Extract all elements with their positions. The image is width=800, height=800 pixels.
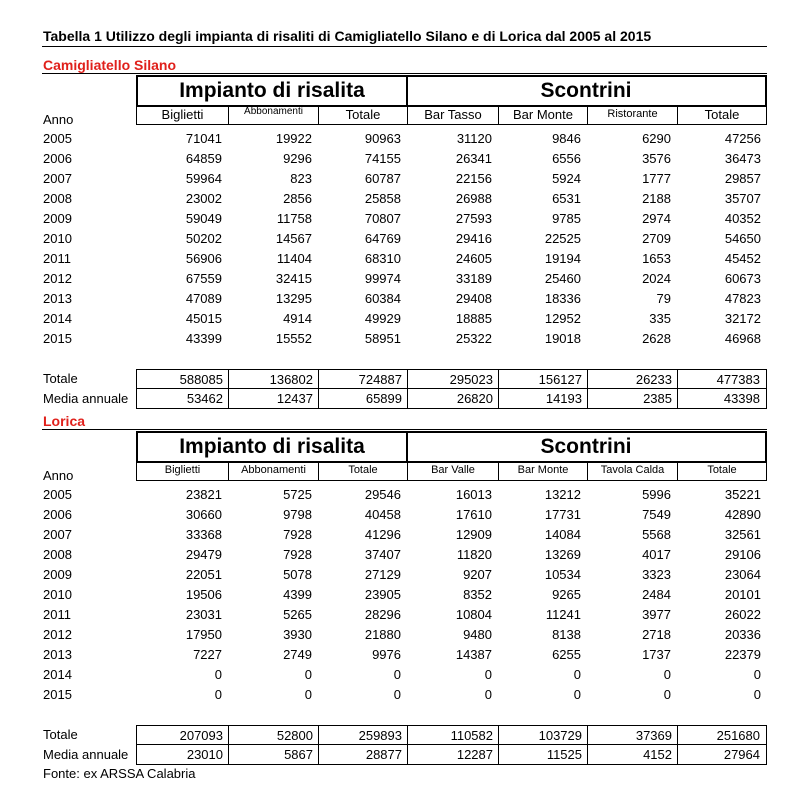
cell-value: 13269 xyxy=(544,547,581,562)
cell-value: 8352 xyxy=(463,587,492,602)
table-row xyxy=(40,249,770,269)
cell-value: 27593 xyxy=(455,211,492,226)
cell-value: 3323 xyxy=(642,567,671,582)
cell-value: 5568 xyxy=(642,527,671,542)
column-header: Ristorante xyxy=(587,107,677,125)
cell-value: 0 xyxy=(214,667,222,682)
table-row xyxy=(40,665,770,685)
cell-value: 9480 xyxy=(463,627,492,642)
mean-value: 53462 xyxy=(136,389,229,409)
cell-value: 6531 xyxy=(552,191,581,206)
row-year: 2006 xyxy=(43,151,72,166)
mean-value: 12287 xyxy=(407,745,499,765)
cell-value: 29416 xyxy=(455,231,492,246)
total-value: 103729 xyxy=(498,725,588,745)
mean-value: 12437 xyxy=(228,389,319,409)
table-row xyxy=(40,625,770,645)
cell-value: 10534 xyxy=(544,567,581,582)
totals-label: Totale xyxy=(43,727,78,742)
column-header: Bar Monte xyxy=(498,107,587,125)
cell-value: 54650 xyxy=(724,231,761,246)
cell-value: 3576 xyxy=(642,151,671,166)
table-row xyxy=(40,505,770,525)
row-year: 2007 xyxy=(43,527,72,542)
cell-value: 42890 xyxy=(724,507,761,522)
cell-value: 0 xyxy=(214,687,222,702)
mean-label: Media annuale xyxy=(43,391,129,406)
cell-value: 4399 xyxy=(283,587,312,602)
cell-value: 1737 xyxy=(642,647,671,662)
cell-value: 50202 xyxy=(185,231,222,246)
total-value: 207093 xyxy=(136,725,229,745)
cell-value: 59964 xyxy=(185,171,222,186)
cell-value: 60384 xyxy=(364,291,401,306)
year-header: Anno xyxy=(43,468,74,483)
cell-value: 0 xyxy=(573,687,581,702)
cell-value: 9976 xyxy=(372,647,401,662)
cell-value: 0 xyxy=(304,667,312,682)
column-header: Bar Tasso xyxy=(407,107,498,125)
cell-value: 29546 xyxy=(364,487,401,502)
cell-value: 4914 xyxy=(283,311,312,326)
cell-value: 2974 xyxy=(642,211,671,226)
cell-value: 1777 xyxy=(642,171,671,186)
cell-value: 10804 xyxy=(455,607,492,622)
mean-value: 23010 xyxy=(136,745,229,765)
cell-value: 5078 xyxy=(283,567,312,582)
cell-value: 17610 xyxy=(455,507,492,522)
mean-value: 4152 xyxy=(587,745,678,765)
cell-value: 14567 xyxy=(275,231,312,246)
row-year: 2011 xyxy=(43,251,71,266)
mean-value: 43398 xyxy=(677,389,767,409)
cell-value: 56906 xyxy=(185,251,222,266)
cell-value: 32172 xyxy=(724,311,761,326)
cell-value: 29479 xyxy=(185,547,222,562)
cell-value: 58951 xyxy=(364,331,401,346)
cell-value: 26988 xyxy=(455,191,492,206)
cell-value: 16013 xyxy=(455,487,492,502)
cell-value: 33189 xyxy=(455,271,492,286)
table-row xyxy=(40,189,770,209)
mean-row xyxy=(40,745,770,765)
row-year: 2015 xyxy=(43,687,72,702)
cell-value: 45452 xyxy=(724,251,761,266)
table-row xyxy=(40,209,770,229)
cell-value: 9296 xyxy=(283,151,312,166)
mean-value: 27964 xyxy=(677,745,767,765)
cell-value: 49929 xyxy=(364,311,401,326)
cell-value: 3977 xyxy=(642,607,671,622)
cell-value: 5924 xyxy=(552,171,581,186)
cell-value: 32561 xyxy=(724,527,761,542)
cell-value: 35221 xyxy=(724,487,761,502)
cell-value: 40458 xyxy=(364,507,401,522)
cell-value: 0 xyxy=(663,667,671,682)
year-header: Anno xyxy=(43,112,74,127)
mean-label: Media annuale xyxy=(43,747,129,762)
cell-value: 0 xyxy=(393,687,401,702)
cell-value: 21880 xyxy=(364,627,401,642)
cell-value: 6290 xyxy=(642,131,671,146)
mean-row xyxy=(40,389,770,409)
column-header: Totale xyxy=(677,107,767,125)
cell-value: 68310 xyxy=(364,251,401,266)
cell-value: 33368 xyxy=(185,527,222,542)
section-rule xyxy=(42,73,767,74)
cell-value: 59049 xyxy=(185,211,222,226)
title-rule xyxy=(42,46,767,47)
cell-value: 41296 xyxy=(364,527,401,542)
cell-value: 19018 xyxy=(544,331,581,346)
mean-value: 28877 xyxy=(318,745,408,765)
cell-value: 64859 xyxy=(185,151,222,166)
cell-value: 47089 xyxy=(185,291,222,306)
cell-value: 6255 xyxy=(552,647,581,662)
table-row xyxy=(40,149,770,169)
cell-value: 17950 xyxy=(185,627,222,642)
row-year: 2006 xyxy=(43,507,72,522)
column-header-row xyxy=(40,107,770,125)
mean-value: 65899 xyxy=(318,389,408,409)
mean-value: 26820 xyxy=(407,389,499,409)
cell-value: 0 xyxy=(304,687,312,702)
cell-value: 23821 xyxy=(185,487,222,502)
row-year: 2011 xyxy=(43,607,71,622)
table-row xyxy=(40,605,770,625)
cell-value: 9265 xyxy=(552,587,581,602)
cell-value: 64769 xyxy=(364,231,401,246)
cell-value: 7928 xyxy=(283,547,312,562)
row-year: 2010 xyxy=(43,231,72,246)
cell-value: 25460 xyxy=(544,271,581,286)
column-header: Abbonamenti xyxy=(228,107,318,125)
cell-value: 7928 xyxy=(283,527,312,542)
row-year: 2013 xyxy=(43,647,72,662)
cell-value: 47823 xyxy=(724,291,761,306)
table-row xyxy=(40,309,770,329)
total-value: 110582 xyxy=(407,725,499,745)
cell-value: 823 xyxy=(290,171,312,186)
table-row xyxy=(40,169,770,189)
row-year: 2005 xyxy=(43,131,72,146)
cell-value: 30660 xyxy=(185,507,222,522)
source-note: Fonte: ex ARSSA Calabria xyxy=(43,766,196,781)
cell-value: 25322 xyxy=(455,331,492,346)
cell-value: 22156 xyxy=(455,171,492,186)
mean-value: 14193 xyxy=(498,389,588,409)
cell-value: 45015 xyxy=(185,311,222,326)
column-header: Bar Valle xyxy=(407,463,498,481)
cell-value: 43399 xyxy=(185,331,222,346)
row-year: 2008 xyxy=(43,547,72,562)
cell-value: 5725 xyxy=(283,487,312,502)
cell-value: 90963 xyxy=(364,131,401,146)
cell-value: 11820 xyxy=(456,547,492,562)
cell-value: 26341 xyxy=(455,151,492,166)
row-year: 2013 xyxy=(43,291,72,306)
cell-value: 0 xyxy=(753,667,761,682)
cell-value: 2718 xyxy=(642,627,671,642)
cell-value: 11404 xyxy=(276,251,312,266)
row-year: 2009 xyxy=(43,567,72,582)
cell-value: 0 xyxy=(393,667,401,682)
cell-value: 37407 xyxy=(364,547,401,562)
cell-value: 4017 xyxy=(642,547,671,562)
totals-row xyxy=(40,369,770,389)
total-value: 724887 xyxy=(318,369,408,389)
cell-value: 12909 xyxy=(455,527,492,542)
column-header: Biglietti xyxy=(136,107,228,125)
total-value: 588085 xyxy=(136,369,229,389)
cell-value: 22051 xyxy=(185,567,222,582)
group-header-impianto: Impianto di risalita xyxy=(136,75,408,107)
column-header: Abbonamenti xyxy=(228,463,318,481)
cell-value: 5996 xyxy=(642,487,671,502)
cell-value: 11758 xyxy=(276,211,312,226)
cell-value: 0 xyxy=(573,667,581,682)
cell-value: 79 xyxy=(656,291,671,306)
column-header: Bar Monte xyxy=(498,463,587,481)
group-header-scontrini: Scontrini xyxy=(407,75,767,107)
cell-value: 60787 xyxy=(364,171,401,186)
cell-value: 2856 xyxy=(283,191,312,206)
column-header: Totale xyxy=(677,463,767,481)
cell-value: 18885 xyxy=(455,311,492,326)
section-lorica xyxy=(40,411,770,761)
cell-value: 29106 xyxy=(724,547,761,562)
cell-value: 36473 xyxy=(724,151,761,166)
cell-value: 29408 xyxy=(455,291,492,306)
cell-value: 7227 xyxy=(193,647,222,662)
cell-value: 19506 xyxy=(185,587,222,602)
cell-value: 9798 xyxy=(283,507,312,522)
row-year: 2014 xyxy=(43,667,72,682)
cell-value: 9785 xyxy=(552,211,581,226)
row-year: 2007 xyxy=(43,171,72,186)
column-header: Tavola Calda xyxy=(587,463,677,481)
cell-value: 23002 xyxy=(185,191,222,206)
cell-value: 32415 xyxy=(275,271,312,286)
cell-value: 26022 xyxy=(724,607,761,622)
cell-value: 24605 xyxy=(455,251,492,266)
cell-value: 2749 xyxy=(283,647,312,662)
section-camigliatello xyxy=(40,55,770,405)
table-row xyxy=(40,545,770,565)
mean-value: 2385 xyxy=(587,389,678,409)
cell-value: 335 xyxy=(649,311,671,326)
table-row xyxy=(40,289,770,309)
cell-value: 1653 xyxy=(642,251,671,266)
row-year: 2008 xyxy=(43,191,72,206)
table-row xyxy=(40,525,770,545)
cell-value: 28296 xyxy=(364,607,401,622)
cell-value: 7549 xyxy=(642,507,671,522)
cell-value: 67559 xyxy=(185,271,222,286)
group-header-scontrini: Scontrini xyxy=(407,431,767,463)
cell-value: 18336 xyxy=(544,291,581,306)
table-row xyxy=(40,329,770,349)
table-row xyxy=(40,645,770,665)
total-value: 477383 xyxy=(677,369,767,389)
table-row xyxy=(40,585,770,605)
section-rule xyxy=(42,429,767,430)
cell-value: 20101 xyxy=(724,587,761,602)
cell-value: 13295 xyxy=(275,291,312,306)
total-value: 26233 xyxy=(587,369,678,389)
table-title: Tabella 1 Utilizzo degli impianta di risaliti di Camigliatello Silano e di Lorica dal 2005 al 2015 xyxy=(43,28,652,44)
section-label: Lorica xyxy=(43,413,86,429)
total-value: 52800 xyxy=(228,725,319,745)
table-row xyxy=(40,269,770,289)
cell-value: 20336 xyxy=(724,627,761,642)
cell-value: 19922 xyxy=(275,131,312,146)
total-value: 251680 xyxy=(677,725,767,745)
cell-value: 47256 xyxy=(724,131,761,146)
column-header: Totale xyxy=(318,107,407,125)
cell-value: 13212 xyxy=(544,487,581,502)
column-header: Totale xyxy=(318,463,407,481)
cell-value: 2484 xyxy=(642,587,671,602)
row-year: 2009 xyxy=(43,211,72,226)
cell-value: 3930 xyxy=(283,627,312,642)
cell-value: 14084 xyxy=(544,527,581,542)
cell-value: 27129 xyxy=(364,567,401,582)
cell-value: 71041 xyxy=(185,131,222,146)
mean-value: 11525 xyxy=(498,745,588,765)
cell-value: 8138 xyxy=(552,627,581,642)
row-year: 2005 xyxy=(43,487,72,502)
cell-value: 2188 xyxy=(642,191,671,206)
total-value: 37369 xyxy=(587,725,678,745)
table-row xyxy=(40,129,770,149)
cell-value: 6556 xyxy=(552,151,581,166)
table-row xyxy=(40,485,770,505)
cell-value: 2628 xyxy=(642,331,671,346)
cell-value: 46968 xyxy=(724,331,761,346)
cell-value: 35707 xyxy=(724,191,761,206)
mean-value: 5867 xyxy=(228,745,319,765)
totals-row xyxy=(40,725,770,745)
cell-value: 0 xyxy=(484,667,492,682)
cell-value: 9207 xyxy=(463,567,492,582)
cell-value: 9846 xyxy=(552,131,581,146)
table-row xyxy=(40,565,770,585)
cell-value: 12952 xyxy=(544,311,581,326)
cell-value: 31120 xyxy=(456,131,492,146)
cell-value: 15552 xyxy=(275,331,312,346)
total-value: 259893 xyxy=(318,725,408,745)
cell-value: 22379 xyxy=(724,647,761,662)
column-header: Biglietti xyxy=(136,463,228,481)
cell-value: 17731 xyxy=(544,507,581,522)
row-year: 2010 xyxy=(43,587,72,602)
cell-value: 23064 xyxy=(724,567,761,582)
section-label: Camigliatello Silano xyxy=(43,57,177,73)
cell-value: 99974 xyxy=(364,271,401,286)
cell-value: 23905 xyxy=(364,587,401,602)
column-header-row xyxy=(40,463,770,481)
row-year: 2012 xyxy=(43,271,72,286)
cell-value: 2024 xyxy=(642,271,671,286)
group-header-impianto: Impianto di risalita xyxy=(136,431,408,463)
cell-value: 0 xyxy=(663,687,671,702)
cell-value: 14387 xyxy=(455,647,492,662)
table-row xyxy=(40,229,770,249)
cell-value: 74155 xyxy=(364,151,401,166)
totals-label: Totale xyxy=(43,371,78,386)
cell-value: 0 xyxy=(484,687,492,702)
cell-value: 70807 xyxy=(364,211,401,226)
cell-value: 19194 xyxy=(544,251,581,266)
cell-value: 25858 xyxy=(364,191,401,206)
row-year: 2014 xyxy=(43,311,72,326)
table-row xyxy=(40,685,770,705)
cell-value: 0 xyxy=(753,687,761,702)
cell-value: 29857 xyxy=(724,171,761,186)
row-year: 2012 xyxy=(43,627,72,642)
cell-value: 2709 xyxy=(642,231,671,246)
cell-value: 23031 xyxy=(185,607,222,622)
total-value: 156127 xyxy=(498,369,588,389)
total-value: 136802 xyxy=(228,369,319,389)
cell-value: 5265 xyxy=(283,607,312,622)
cell-value: 11241 xyxy=(545,607,581,622)
cell-value: 40352 xyxy=(724,211,761,226)
row-year: 2015 xyxy=(43,331,72,346)
cell-value: 22525 xyxy=(544,231,581,246)
total-value: 295023 xyxy=(407,369,499,389)
cell-value: 60673 xyxy=(724,271,761,286)
